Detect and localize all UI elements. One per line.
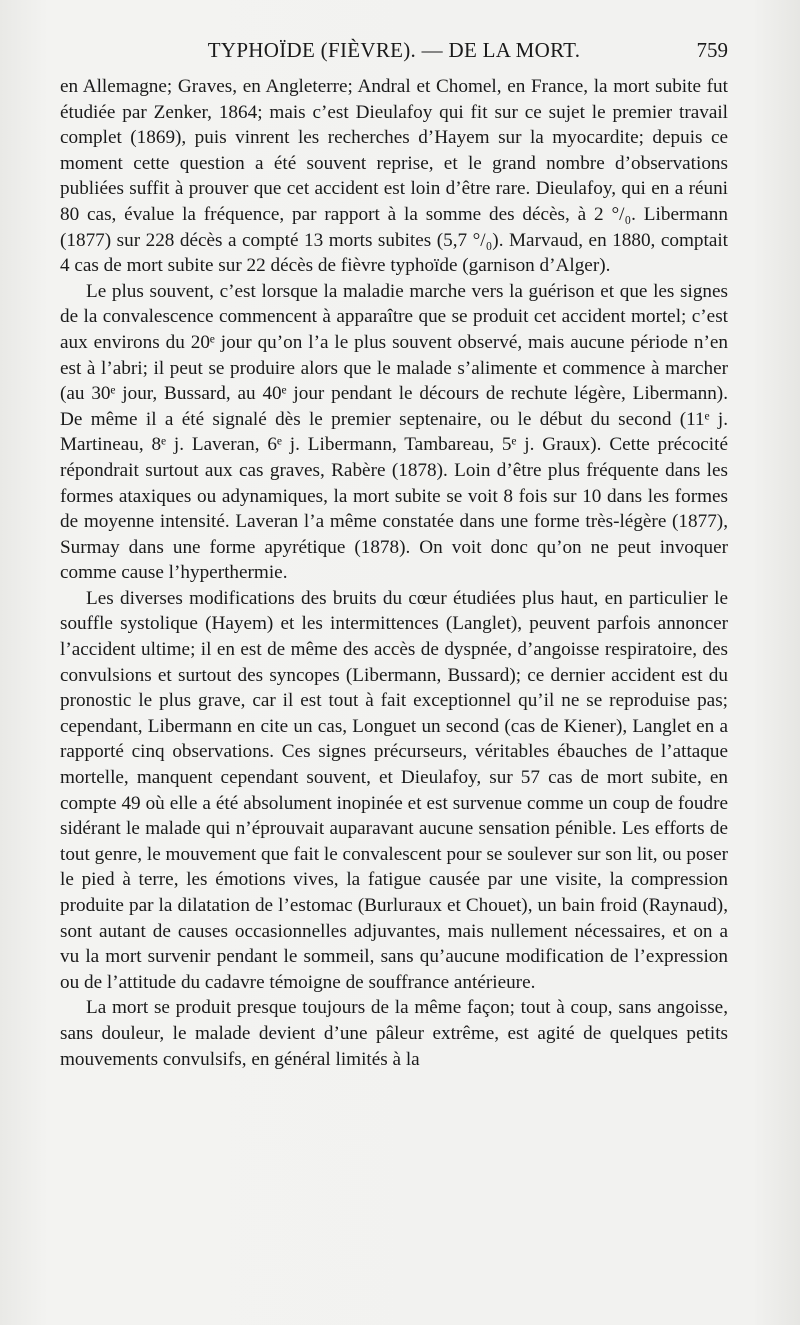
page-header (60, 38, 728, 68)
page-number: 759 (696, 38, 728, 62)
body-text (60, 74, 728, 1072)
paragraph-2: Le plus souvent, c’est lorsque la maladie marche vers la guérison et que les signes de la convalescence commencent à apparaître que se produit cet accident mortel; c’est aux environs du 20ᵉ jour qu’on l’a le plus souvent observé, mais aucune période n’en est à l’abri; il peut se produire alors que le malade s’alimente et commence à marcher (au 30ᵉ jour, Bussard, au 40ᵉ jour pendant le décours de rechute légère, Libermann). De même il a été signalé dès le premier septenaire, ou le début du second (11ᵉ j. Martineau, 8ᵉ j. Laveran, 6ᵉ j. Libermann, Tambareau, 5ᵉ j. Graux). Cette précocité répondrait surtout aux cas graves, Rabère (1878). Loin d’être plus fréquente dans les formes ataxiques ou adynamiques, la mort subite se voit 8 fois sur 10 dans les formes de moyenne intensité. Laveran l’a même constatée dans une forme très-légère (1877), Surmay dans une forme apyrétique (1878). On voit donc qu’on ne peut invoquer comme cause l’hyperthermie. (60, 280, 728, 584)
running-head: TYPHOÏDE (FIÈVRE). — DE LA MORT. (207, 38, 581, 62)
paragraph-4: La mort se produit presque toujours de la même façon; tout à coup, sans angoisse, sans douleur, le malade devient d’une pâleur extrême, est agité de quelques petits mouvements convulsifs, en général limités à la (60, 997, 728, 1070)
paragraph-1: en Allemagne; Graves, en Angleterre; Andral et Chomel, en France, la mort subite fut étudiée par Zenker, 1864; mais c’est Dieulafoy qui fit sur ce sujet le premier travail complet (1869), puis vinrent les recherches d’Hayem sur la myocardite; depuis ce moment cette question a été souvent reprise, et le grand nombre d’observations publiées suffit à prouver que cet accident est loin d’être rare. Dieulafoy, qui en a réuni 80 cas, évalue la fréquence, par rapport à la somme des décès, à 2 °/₀. Libermann (1877) sur 228 décès a compté 13 morts subites (5,7 °/₀). Marvaud, en 1880, comptait 4 cas de mort subite sur 22 décès de fièvre typhoïde (garnison d’Alger). (60, 76, 728, 277)
paragraph-3: Les diverses modifications des bruits du cœur étudiées plus haut, en particulier le souffle systolique (Hayem) et les intermittences (Langlet), peuvent parfois annoncer l’accident ultime; il en est de même des accès de dyspnée, d’angoisse respiratoire, des convulsions et surtout des syncopes (Libermann, Bussard); ce dernier accident est du pronostic le plus grave, car il est tout à fait exceptionnel qu’il ne se reproduise pas; cependant, Libermann en cite un cas, Longuet un second (cas de Kiener), Langlet en a rapporté cinq observations. Ces signes précurseurs, véritables ébauches de l’attaque mortelle, manquent cependant souvent, et Dieulafoy, sur 57 cas de mort subite, en compte 49 où elle a été absolument inopinée et est survenue comme un coup de foudre sidérant le malade qui n’éprouvait auparavant aucune sensation pénible. Les efforts de tout genre, le mouvement que fait le convalescent pour se soulever sur son lit, ou poser le pied à terre, les émotions vives, la fatigue causée par une visite, la compression produite par la dilatation de l’estomac (Burluraux et Chouet), un bain froid (Raynaud), sont autant de causes occasionnelles adjuvantes, mais nullement nécessaires, et on a vu la mort survenir pendant le sommeil, sans qu’aucune modification de l’expression ou de l’attitude du cadavre témoigne de souffrance antérieure. (60, 587, 728, 993)
